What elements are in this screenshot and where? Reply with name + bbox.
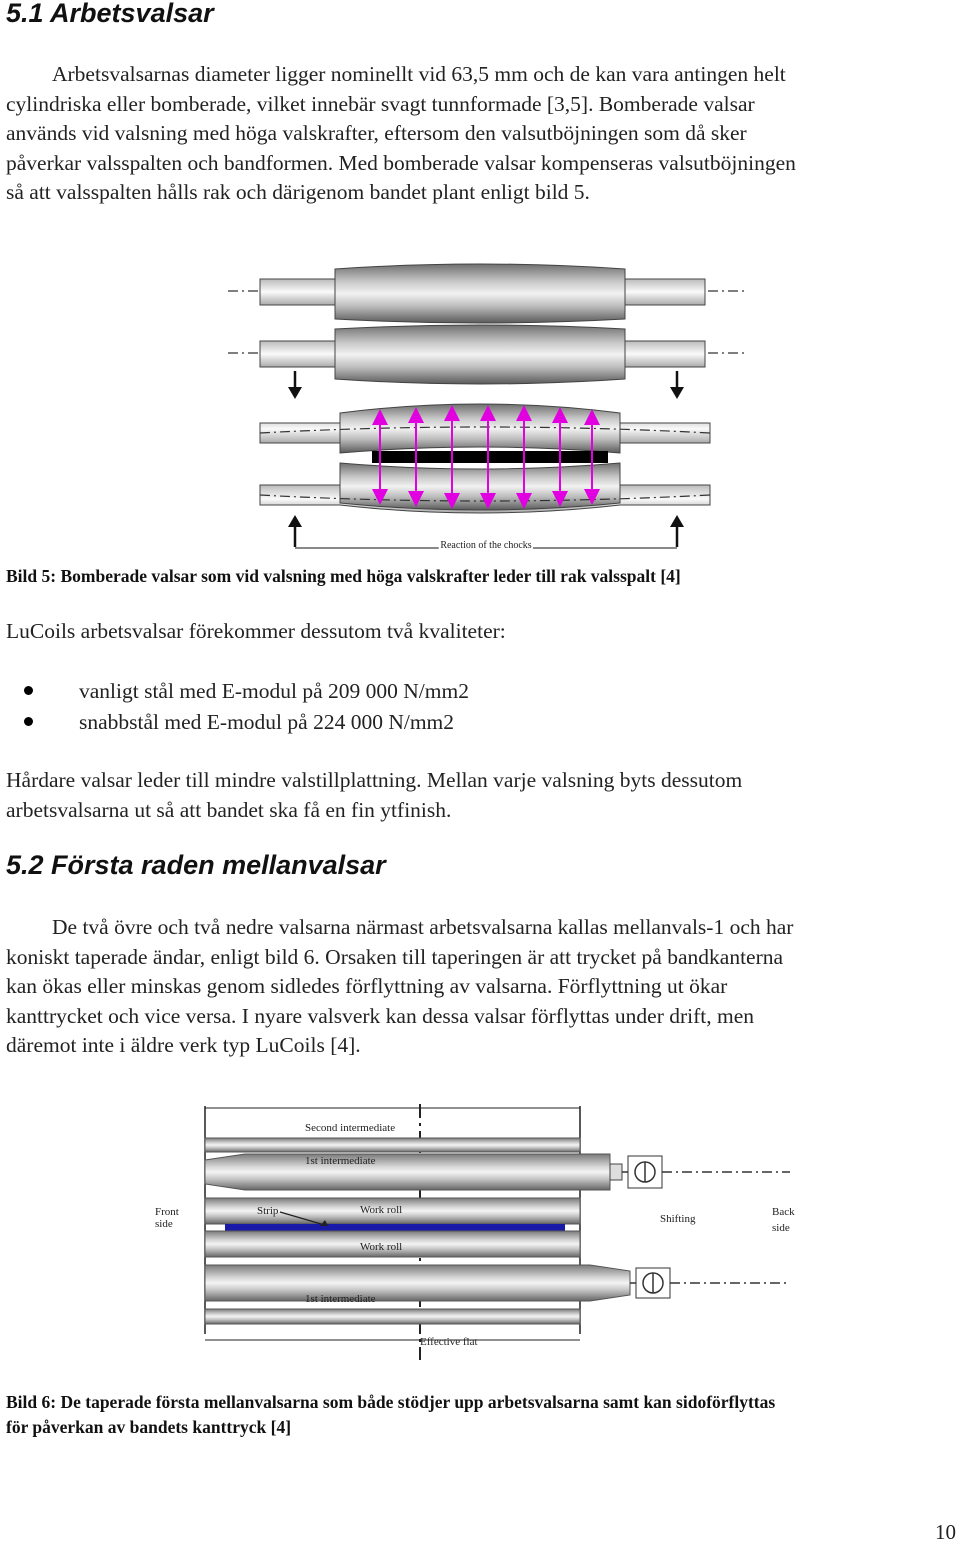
section-heading-arbetsvalsar: 5.1 Arbetsvalsar bbox=[6, 0, 214, 28]
paragraph-arbetsvalsar-intro: Arbetsvalsarnas diameter ligger nominellt vid 63,5 mm och de kan vara antingen helt cylindriska eller bomberade, vilket innebär svagt tunnformade [3,5]. Bomberade valsar används vid valsning med höga valskrafter, eftersom den valsutböjningen som då sker påverkar valsspalten och bandformen. Med bomberade valsar kompenseras valsutböjningen så att valsspalten hålls rak och därigenom bandet plant enligt bild 5. bbox=[6, 62, 796, 205]
label-back: Back bbox=[772, 1206, 795, 1218]
label-effective-flat: Effective flat bbox=[420, 1336, 478, 1348]
label-back-side: side bbox=[772, 1222, 790, 1234]
page-number: 10 bbox=[935, 1520, 956, 1544]
label-work-roll-bottom: Work roll bbox=[360, 1241, 403, 1253]
second-intermediate-roll bbox=[205, 1138, 580, 1152]
upper-roll-pair bbox=[228, 264, 745, 384]
caption-bild-6: Bild 6: De taperade första mellanvalsarna som både stödjer upp arbetsvalsarna samt kan sidoförflyttas för påverkan av bandets kanttryck [4] bbox=[6, 1392, 776, 1437]
list-item: vanligt stål med E-modul på 209 000 N/mm2 bbox=[6, 676, 469, 707]
strip-band bbox=[225, 1224, 565, 1231]
second-intermediate-roll-bottom bbox=[205, 1309, 580, 1324]
bullet-icon bbox=[24, 717, 33, 726]
paragraph-qualities: LuCoils arbetsvalsar förekommer dessutom två kvaliteter: bbox=[6, 619, 506, 643]
label-reaction-of-chocks: Reaction of the chocks bbox=[440, 540, 532, 551]
bullet-icon bbox=[24, 686, 33, 695]
section-heading-mellanvalsar: 5.2 Första raden mellanvalsar bbox=[6, 850, 386, 880]
first-intermediate-roll-bottom bbox=[205, 1265, 790, 1301]
label-front-side: side bbox=[155, 1218, 173, 1230]
caption-bild-5: Bild 5: Bomberade valsar som vid valsning med höga valskrafter leder till rak valsspalt [4] bbox=[6, 566, 681, 586]
label-shifting: Shifting bbox=[660, 1213, 696, 1225]
strip-band bbox=[372, 451, 608, 463]
label-first-intermediate-bottom: 1st intermediate bbox=[305, 1293, 376, 1305]
figure-tapered-intermediate-rolls bbox=[150, 1104, 810, 1364]
label-front: Front bbox=[155, 1206, 179, 1218]
label-strip: Strip bbox=[257, 1205, 279, 1217]
quality-list bbox=[6, 676, 469, 738]
figure-crowned-rolls bbox=[220, 255, 760, 555]
bent-roll-pair bbox=[260, 404, 710, 513]
paragraph-harder-rolls: Hårdare valsar leder till mindre valstillplattning. Mellan varje valsning byts dessutom arbetsvalsarna ut så att bandet ska få en fin ytfinish. bbox=[6, 768, 743, 822]
first-intermediate-roll-top bbox=[205, 1154, 790, 1190]
paragraph-mellanvalsar-intro: De två övre och två nedre valsarna närmast arbetsvalsarna kallas mellanvals-1 och har koniskt taperade ändar, enligt bild 6. Orsaken till taperingen är att trycket på bandkanterna kan ökas eller minskas genom sidledes förflyttning av valsarna. Förflyttning ut ökar kanttrycket och vice versa. I nyare valsverk kan dessa valsar förflyttas under drift, men däremot inte i äldre verk typ LuCoils [4]. bbox=[6, 915, 794, 1058]
list-item: snabbstål med E-modul på 224 000 N/mm2 bbox=[6, 707, 469, 738]
label-second-intermediate: Second intermediate bbox=[305, 1122, 396, 1134]
label-first-intermediate-top: 1st intermediate bbox=[305, 1155, 376, 1167]
label-work-roll-top: Work roll bbox=[360, 1204, 403, 1216]
